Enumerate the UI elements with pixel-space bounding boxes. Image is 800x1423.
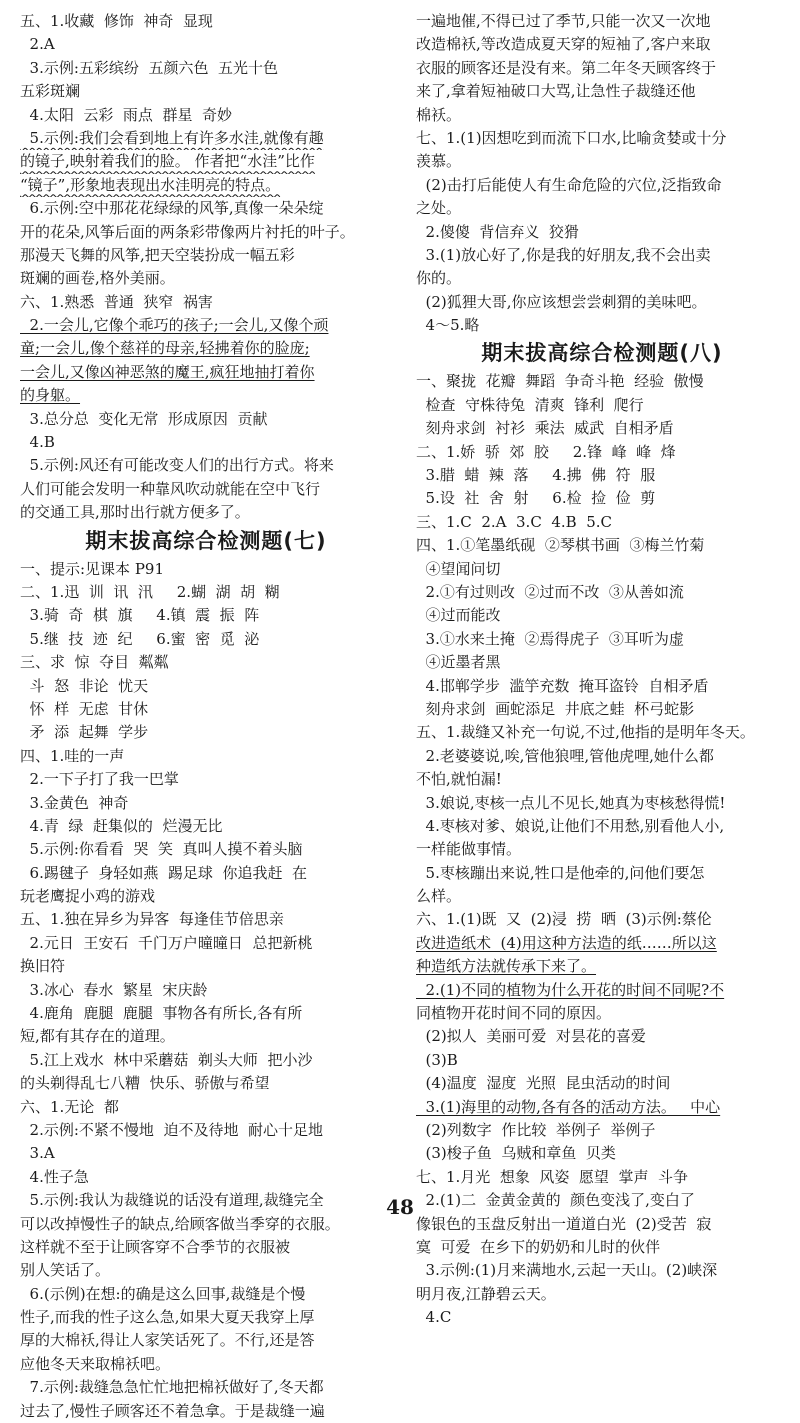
answer-line: 5.继 技 迹 纪 6.蜜 密 觅 泌 bbox=[20, 629, 260, 648]
answer-line: (2)狐狸大哥,你应该想尝尝刺猬的美味吧。 bbox=[416, 292, 707, 311]
answer-line: 5.示例:风还有可能改变人们的出行方式。将来 bbox=[20, 456, 334, 475]
answer-line: 换旧符 bbox=[20, 957, 66, 976]
answer-line: 么样。 bbox=[416, 887, 462, 906]
answer-line: 短,都有其存在的道理。 bbox=[20, 1027, 175, 1046]
answer-line: 3.(1)放心好了,你是我的好朋友,我不会出卖 bbox=[416, 245, 711, 264]
answer-line: 棉袄。 bbox=[416, 105, 462, 124]
answer-line: 5.示例:你看看 哭 笑 真叫人摸不着头脑 bbox=[20, 840, 303, 859]
answer-line: 3.示例:(1)月来满地水,云起一天山。(2)峡深 bbox=[416, 1261, 718, 1280]
answer-line: 同植物开花时间不同的原因。 bbox=[416, 1004, 612, 1023]
answer-line: 5.示例:我们会看到地上有许多水洼,就像有趣 bbox=[20, 128, 324, 147]
answer-line: 的头剃得乱七八糟 快乐、骄傲与希望 bbox=[20, 1074, 270, 1093]
answer-line: 性子,而我的性子这么急,如果大夏天我穿上厚 bbox=[20, 1308, 315, 1327]
answer-line: “镜子”,形象地表现出水洼明亮的特点。 bbox=[20, 175, 281, 194]
answer-line: 人们可能会发明一种靠风吹动就能在空中飞行 bbox=[20, 479, 321, 498]
answer-line: 2.傻傻 背信弃义 狡猾 bbox=[416, 222, 579, 241]
answer-line: 5.江上戏水 林中采蘑菇 剃头大师 把小沙 bbox=[20, 1050, 313, 1069]
answer-line: 3.总分总 变化无常 形成原因 贡献 bbox=[20, 409, 268, 428]
answer-line: 3.腊 蜡 辣 落 4.拂 佛 符 服 bbox=[416, 466, 656, 485]
answer-line: (2)列数字 作比较 举例子 举例子 bbox=[416, 1120, 656, 1139]
answer-line: 应他冬天来取棉袄吧。 bbox=[20, 1354, 171, 1373]
answer-line: 你的。 bbox=[416, 269, 462, 288]
answer-line: 四、1.哇的一声 bbox=[20, 746, 125, 765]
answer-line: 2.(1)二 金黄金黄的 颜色变浅了,变白了 bbox=[416, 1191, 695, 1210]
answer-line: 像银色的玉盘反射出一道道白光 (2)受苦 寂 bbox=[416, 1214, 712, 1233]
answer-line: 六、1.熟悉 普通 狭窄 祸害 bbox=[20, 292, 213, 311]
answer-line: 三、1.C 2.A 3.C 4.B 5.C bbox=[416, 512, 612, 531]
answer-line: 3.冰心 春水 繁星 宋庆龄 bbox=[20, 980, 208, 999]
answer-line: 七、1.月光 想象 风姿 愿望 掌声 斗争 bbox=[416, 1167, 688, 1186]
answer-line: 过去了,慢性子顾客还不着急拿。于是裁缝一遍 bbox=[20, 1401, 325, 1420]
answer-line: 6.(示例)在想:的确是这么回事,裁缝是个慢 bbox=[20, 1284, 306, 1303]
answer-line: 刻舟求剑 衬衫 乘法 威武 自相矛盾 bbox=[416, 419, 674, 438]
answer-line: 4.C bbox=[416, 1308, 452, 1327]
answer-line: 斗 怒 非论 忧天 bbox=[20, 676, 149, 695]
answer-line: 矛 添 起舞 学步 bbox=[20, 723, 149, 742]
answer-line: 二、1.娇 骄 郊 胶 2.锋 峰 峰 烽 bbox=[416, 442, 676, 461]
answer-line: 可以改掉慢性子的缺点,给顾客做当季穿的衣服。 bbox=[20, 1214, 340, 1233]
answer-line: 改造棉袄,等改造成夏天穿的短袖了,客户来取 bbox=[416, 35, 711, 54]
answer-line: 种造纸方法就传承下来了。 bbox=[416, 957, 597, 976]
page-number: 48 bbox=[386, 1195, 414, 1219]
answer-line: 4.性子急 bbox=[20, 1167, 89, 1186]
answer-line: 2.老婆婆说,唉,管他狼哩,管他虎哩,她什么都 bbox=[416, 746, 714, 765]
answer-line: 五、1.收藏 修饰 神奇 显现 bbox=[20, 12, 213, 30]
answer-line: 6.示例:空中那花花绿绿的风筝,真像一朵朵绽 bbox=[20, 199, 324, 218]
answer-line: 的镜子,映射着我们的脸。 作者把“水洼”比作 bbox=[20, 152, 315, 171]
answer-line: 3.娘说,枣核一点儿不见长,她真为枣核愁得慌! bbox=[416, 793, 726, 812]
answer-line: 一会儿,又像凶神恶煞的魔王,疯狂地抽打着你 bbox=[20, 362, 315, 381]
answer-line: 一、聚拢 花瓣 舞蹈 争奇斗艳 经验 傲慢 bbox=[416, 372, 704, 391]
answer-line: 厚的大棉袄,得让人家笑话死了。不行,还是答 bbox=[20, 1331, 315, 1350]
answer-line: 二、1.迅 训 讯 汛 2.蝴 湖 胡 糊 bbox=[20, 582, 280, 601]
answer-line: 2.①有过则改 ②过而不改 ③从善如流 bbox=[416, 582, 684, 601]
answer-line: 3.骑 奇 棋 旗 4.镇 震 振 阵 bbox=[20, 606, 260, 625]
answer-line: 6.踢毽子 身轻如燕 踢足球 你追我赶 在 bbox=[20, 863, 307, 882]
answer-line: 童;一会儿,像个慈祥的母亲,轻拂着你的脸庞; bbox=[20, 339, 310, 358]
answer-line: 这样就不至于让顾客穿不合季节的衣服被 bbox=[20, 1237, 291, 1256]
answer-line: 寞 可爱 在乡下的奶奶和儿时的伙伴 bbox=[416, 1237, 661, 1256]
answer-line: 六、1.无论 都 bbox=[20, 1097, 119, 1116]
answer-line: 4.青 绿 赶集似的 烂漫无比 bbox=[20, 816, 223, 835]
answer-line: 别人笑话了。 bbox=[20, 1261, 111, 1280]
answer-line: 衣服的顾客还是没有来。第二年冬天顾客终于 bbox=[416, 58, 717, 77]
right-column bbox=[416, 10, 788, 1329]
answer-line: 2.A bbox=[20, 35, 55, 54]
answer-line: 三、求 惊 夺目 粼粼 bbox=[20, 653, 169, 672]
answer-line: 3.①水来土掩 ②焉得虎子 ③耳听为虚 bbox=[416, 629, 684, 648]
answer-line: 4.B bbox=[20, 433, 55, 452]
answer-line: 4.枣核对爹、娘说,让他们不用愁,别看他人小, bbox=[416, 816, 725, 835]
answer-line: ④过而能改 bbox=[416, 606, 501, 625]
answer-line: 五、1.裁缝又补充一句说,不过,他指的是明年冬天。 bbox=[416, 723, 755, 742]
answer-line: 3.金黄色 神奇 bbox=[20, 793, 129, 812]
answer-line: 怀 样 无虑 甘休 bbox=[20, 699, 149, 718]
answer-line: 的交通工具,那时出行就方便多了。 bbox=[20, 503, 250, 522]
answer-line: 3.示例:五彩缤纷 五颜六色 五光十色 bbox=[20, 58, 278, 77]
answer-line: 明月夜,江静碧云天。 bbox=[416, 1284, 556, 1303]
answer-line: 一、提示:见课本 P91 bbox=[20, 559, 165, 578]
answer-line: 那漫天飞舞的风筝,把天空装扮成一幅五彩 bbox=[20, 245, 295, 264]
answer-line: 四、1.①笔墨纸砚 ②琴棋书画 ③梅兰竹菊 bbox=[416, 536, 705, 555]
answer-line: 斑斓的画卷,格外美丽。 bbox=[20, 269, 175, 288]
answer-line: 2.一下子打了我一巴掌 bbox=[20, 770, 179, 789]
answer-line: (3)B bbox=[416, 1050, 458, 1069]
answer-line: 开的花朵,风筝后面的两条彩带像两片衬托的叶子。 bbox=[20, 222, 355, 241]
answer-line: 七、1.(1)因想吃到而流下口水,比喻贪婪或十分 bbox=[416, 128, 727, 147]
section-title: 期末拔高综合检测题(八) bbox=[481, 341, 723, 366]
answer-line: ④近墨者黑 bbox=[416, 653, 501, 672]
answer-line: (4)温度 湿度 光照 昆虫活动的时间 bbox=[416, 1074, 671, 1093]
answer-line: 一遍地催,不得已过了季节,只能一次又一次地 bbox=[416, 12, 711, 30]
answer-line: 五、1.独在异乡为异客 每逢佳节倍思亲 bbox=[20, 910, 284, 929]
answer-line: 2.一会儿,它像个乖巧的孩子;一会儿,又像个顽 bbox=[20, 316, 329, 335]
answer-line: 不怕,就怕漏! bbox=[416, 770, 502, 789]
answer-line: (2)拟人 美丽可爱 对昙花的喜爱 bbox=[416, 1027, 646, 1046]
answer-line: 3.A bbox=[20, 1144, 55, 1163]
section-title: 期末拔高综合检测题(七) bbox=[85, 528, 327, 553]
answer-line: 7.示例:裁缝急急忙忙地把棉袄做好了,冬天都 bbox=[20, 1378, 324, 1397]
answer-line: (2)击打后能使人有生命危险的穴位,泛指致命 bbox=[416, 175, 722, 194]
answer-line: 的身躯。 bbox=[20, 386, 81, 405]
answer-line: 来了,拿着短袖破口大骂,让急性子裁缝还他 bbox=[416, 82, 696, 101]
answer-line: 之处。 bbox=[416, 199, 462, 218]
answer-line: (3)梭子鱼 乌贼和章鱼 贝类 bbox=[416, 1144, 616, 1163]
answer-line: ④望闻问切 bbox=[416, 559, 501, 578]
answer-line: 羡慕。 bbox=[416, 152, 462, 171]
answer-line: 5.枣核蹦出来说,牲口是他牵的,问他们要怎 bbox=[416, 863, 705, 882]
answer-line: 刻舟求剑 画蛇添足 井底之蛙 杯弓蛇影 bbox=[416, 699, 695, 718]
answer-line: 4.鹿角 鹿腿 鹿腿 事物各有所长,各有所 bbox=[20, 1004, 303, 1023]
answer-line: 2.元日 王安石 千门万户曈曈日 总把新桃 bbox=[20, 933, 313, 952]
answer-line: 4～5.略 bbox=[416, 316, 480, 335]
answer-line: 4.太阳 云彩 雨点 群星 奇妙 bbox=[20, 105, 232, 124]
answer-line: 六、1.(1)既 又 (2)浸 捞 晒 (3)示例:蔡伦 bbox=[416, 910, 712, 929]
answer-line: 改进造纸术 (4)用这种方法造的纸……所以这 bbox=[416, 933, 717, 952]
answer-line: 2.(1)不同的植物为什么开花的时间不同呢?不 bbox=[416, 980, 725, 999]
answer-line: 5.设 社 舍 射 6.检 捡 俭 剪 bbox=[416, 489, 656, 508]
answer-line: 5.示例:我认为裁缝说的话没有道理,裁缝完全 bbox=[20, 1191, 324, 1210]
answer-line: 4.邯郸学步 滥竽充数 掩耳盗铃 自相矛盾 bbox=[416, 676, 709, 695]
answer-line: 五彩斑斓 bbox=[20, 82, 81, 101]
answer-line: 3.(1)海里的动物,各有各的活动方法。 中心 bbox=[416, 1097, 721, 1116]
answer-line: 一样能做事情。 bbox=[416, 840, 522, 859]
answer-line: 2.示例:不紧不慢地 迫不及待地 耐心十足地 bbox=[20, 1120, 323, 1139]
answer-line: 玩老鹰捉小鸡的游戏 bbox=[20, 887, 156, 906]
answer-line: 检查 守株待兔 清爽 锋利 爬行 bbox=[416, 395, 644, 414]
